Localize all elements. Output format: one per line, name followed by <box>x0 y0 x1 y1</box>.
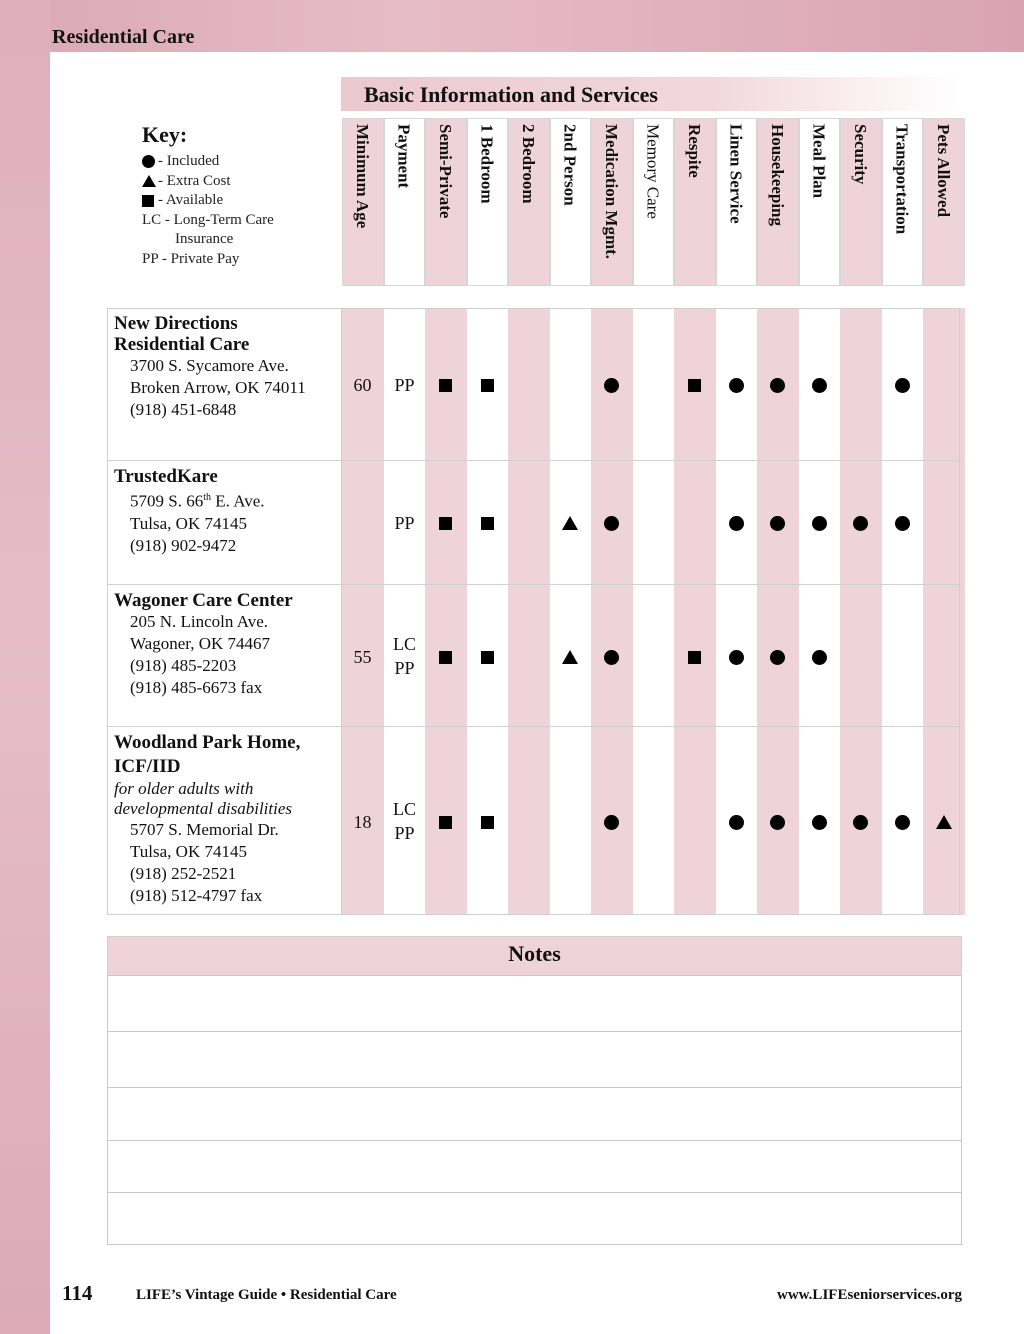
facility-phone: (918) 902-9472 <box>130 535 237 555</box>
column-header-semi-private: Semi-Private <box>436 124 455 219</box>
column-header-respite: Respite <box>685 124 704 178</box>
available-icon <box>481 651 494 664</box>
facility-name: New Directions <box>114 313 238 334</box>
facility-name: Wagoner Care Center <box>114 590 293 611</box>
available-icon <box>481 816 494 829</box>
left-band <box>0 0 50 1334</box>
extra-cost-icon <box>936 815 952 829</box>
facility-name-cont: Residential Care <box>114 334 250 355</box>
facility-woodland-park <box>114 731 300 907</box>
min-age-cell: 18 <box>353 812 372 832</box>
footer-guide: LIFE’s Vintage Guide • Residential Care <box>136 1287 397 1303</box>
included-icon <box>729 815 744 830</box>
payment-cell: LC <box>392 634 416 654</box>
facility-address: 3700 S. Sycamore Ave. <box>130 356 289 375</box>
key-included: - Included <box>158 153 220 169</box>
extra-cost-icon <box>562 516 578 530</box>
notes-line <box>107 1140 962 1141</box>
payment-cell: LC <box>392 799 416 819</box>
column-header-medication-mgmt: Medication Mgmt. <box>602 124 621 260</box>
header-title: Basic Information and Services <box>364 82 658 107</box>
facility-city: Tulsa, OK 74145 <box>130 842 247 861</box>
column-header-transportation: Transportation <box>892 124 912 235</box>
section-title: Residential Care <box>52 26 195 48</box>
key-pp: PP - Private Pay <box>142 250 240 267</box>
included-icon <box>895 516 910 531</box>
included-icon <box>142 155 155 168</box>
facility-name-cont: ICF/IID <box>114 756 181 777</box>
included-icon <box>729 650 744 665</box>
available-icon <box>142 195 154 207</box>
facility-note: for older adults with <box>114 779 254 798</box>
facility-note-cont: developmental disabilities <box>114 799 292 818</box>
key-extra-cost: - Extra Cost <box>158 172 231 189</box>
row-divider <box>107 460 960 461</box>
facility-new-directions <box>114 313 306 421</box>
facility-fax: (918) 512-4797 fax <box>130 886 263 905</box>
included-icon <box>729 516 744 531</box>
available-icon <box>688 651 701 664</box>
available-icon <box>439 651 452 664</box>
included-icon <box>604 516 619 531</box>
facility-phone: (918) 485-2203 <box>130 656 237 675</box>
extra-cost-icon <box>142 175 156 187</box>
column-header-pets-allowed: Pets Allowed <box>934 124 953 218</box>
facility-wagoner <box>114 590 293 699</box>
notes-line <box>107 1192 962 1193</box>
included-icon <box>770 650 785 665</box>
notes-area <box>107 975 962 1245</box>
column-header-1-bedroom: 1 Bedroom <box>477 124 497 204</box>
payment-cell: PP <box>394 823 415 843</box>
facility-phone: (918) 451-6848 <box>130 400 237 419</box>
available-icon <box>439 816 452 829</box>
included-icon <box>729 378 744 393</box>
available-icon <box>688 379 701 392</box>
facility-city: Wagoner, OK 74467 <box>130 634 271 653</box>
included-icon <box>853 815 868 830</box>
column-header-housekeeping: Housekeeping <box>768 124 787 227</box>
available-icon <box>481 379 494 392</box>
included-icon <box>812 516 827 531</box>
column-header-minimum-age: Minimum Age <box>353 124 372 229</box>
available-icon <box>481 517 494 530</box>
footer-website[interactable]: www.LIFEseniorservices.org <box>777 1287 962 1303</box>
column-header-memory-care: Memory Care <box>643 124 663 219</box>
page-number: 114 <box>62 1281 93 1305</box>
payment-cell: PP <box>394 513 415 533</box>
facility-name: Woodland Park Home, <box>114 732 301 753</box>
included-icon <box>770 516 785 531</box>
included-icon <box>895 378 910 393</box>
key-legend <box>142 152 274 269</box>
column-header-meal-plan: Meal Plan <box>809 124 829 199</box>
extra-cost-icon <box>562 650 578 664</box>
key-lc: LC - Long-Term Care <box>142 211 274 228</box>
included-icon <box>812 378 827 393</box>
min-age-cell: 55 <box>353 647 372 667</box>
included-icon <box>604 815 619 830</box>
facility-city: Broken Arrow, OK 74011 <box>130 378 306 397</box>
row-divider <box>107 726 960 727</box>
included-icon <box>812 815 827 830</box>
notes-title: Notes <box>508 941 561 966</box>
notes-line <box>107 1031 962 1032</box>
facility-address: 5707 S. Memorial Dr. <box>130 820 279 839</box>
column-header-2nd-person: 2nd Person <box>560 124 580 206</box>
column-header-2-bedroom: 2 Bedroom <box>519 124 538 204</box>
included-icon <box>853 516 868 531</box>
payment-cell: PP <box>394 375 415 395</box>
payment-cell: PP <box>394 658 415 678</box>
facility-address: 205 N. Lincoln Ave. <box>130 612 269 631</box>
included-icon <box>895 815 910 830</box>
included-icon <box>770 815 785 830</box>
row-divider <box>107 584 960 585</box>
facility-address: 5709 S. 66th E. Ave. <box>130 491 265 511</box>
included-icon <box>604 378 619 393</box>
notes-line <box>107 1087 962 1088</box>
key-title: Key: <box>142 122 188 147</box>
included-icon <box>770 378 785 393</box>
included-icon <box>812 650 827 665</box>
facility-trustedkare <box>114 466 265 557</box>
available-icon <box>439 379 452 392</box>
available-icon <box>439 517 452 530</box>
facility-name: TrustedKare <box>114 466 218 487</box>
facility-city: Tulsa, OK 74145 <box>130 513 247 533</box>
included-icon <box>604 650 619 665</box>
min-age-cell: 60 <box>353 375 372 395</box>
column-header-security: Security <box>851 124 870 185</box>
facility-phone: (918) 252-2521 <box>130 864 237 883</box>
facility-fax: (918) 485-6673 fax <box>130 678 263 697</box>
key-lc-cont: Insurance <box>175 231 234 247</box>
column-header-linen-service: Linen Service <box>726 124 746 224</box>
column-header-payment: Payment <box>394 124 414 189</box>
key-available: - Available <box>158 192 224 208</box>
